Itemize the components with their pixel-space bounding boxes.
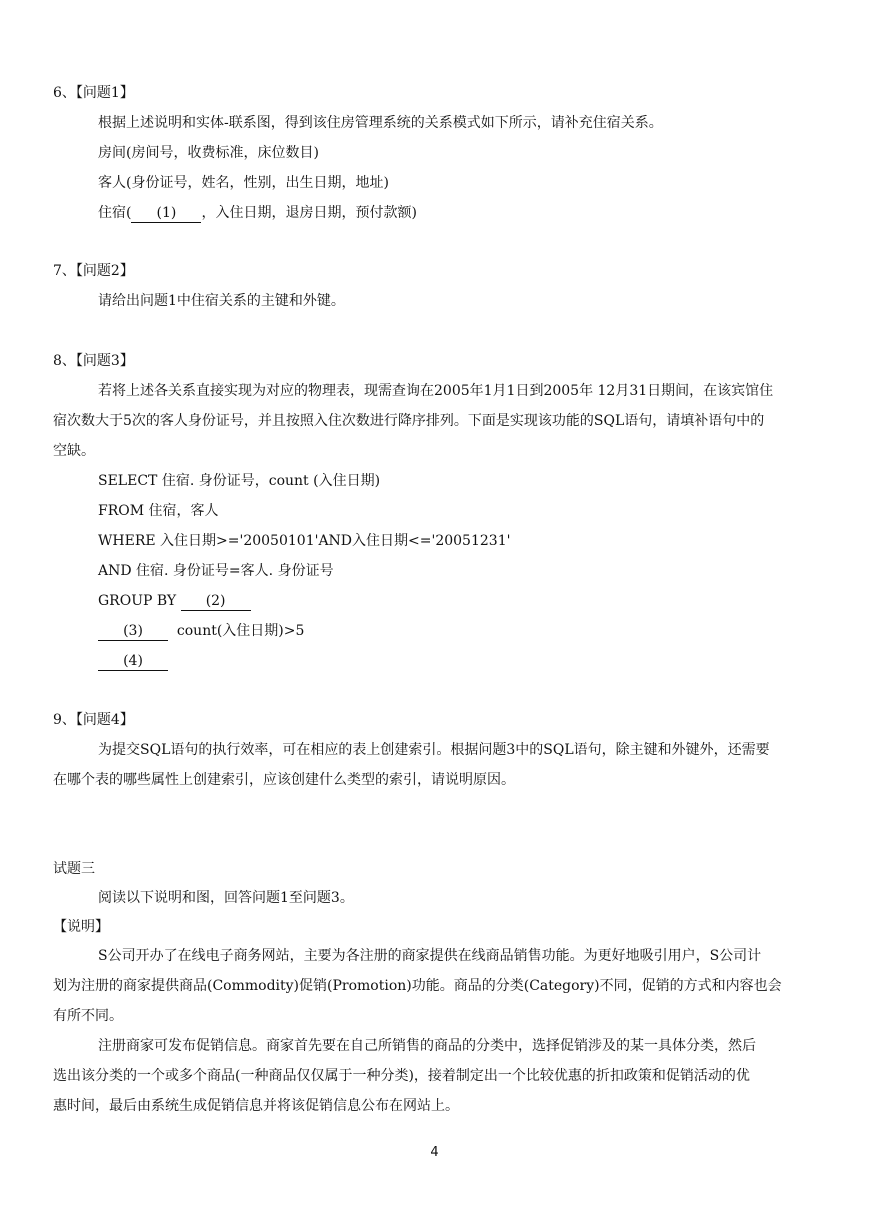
sql-and: AND 住宿. 身份证号=客人. 身份证号 xyxy=(98,563,334,579)
q8-text-line1: 若将上述各关系直接实现为对应的物理表，现需查询在2005年1月1日到2005年 12月31日期间，在该宾馆住 xyxy=(98,383,774,399)
blank-3: (3) xyxy=(98,623,168,641)
sql-select: SELECT 住宿. 身份证号，count (入住日期) xyxy=(98,473,381,489)
blank-2: (2) xyxy=(181,593,251,611)
section3-p2-line2: 选出该分类的一个或多个商品(一种商品仅仅属于一种分类)，接着制定出一个比较优惠的折扣政策和促销活动的优 xyxy=(53,1068,750,1084)
q7-heading: 7、【问题2】 xyxy=(53,263,134,279)
sql-from: FROM 住宿，客人 xyxy=(98,503,219,519)
blank-4: (4) xyxy=(98,653,168,671)
sql-where: WHERE 入住日期>='20050101'AND入住日期<='20051231' xyxy=(98,533,511,549)
q6-text: 根据上述说明和实体-联系图，得到该住房管理系统的关系模式如下所示，请补充住宿关系。 xyxy=(98,115,663,131)
q9-text-line1: 为提交SQL语句的执行效率，可在相应的表上创建索引。根据问题3中的SQL语句，除主键和外键外，还需要 xyxy=(98,742,770,758)
section3-p1-line2: 划为注册的商家提供商品(Commodity)促销(Promotion)功能。商品的分类(Category)不同，促销的方式和内容也会 xyxy=(53,978,782,994)
q7-text: 请给出问题1中住宿关系的主键和外键。 xyxy=(98,293,345,309)
sql-group-by-prefix: GROUP BY xyxy=(98,593,181,609)
section3-intro: 阅读以下说明和图，回答问题1至问题3。 xyxy=(98,890,354,906)
q8-text-line3: 空缺。 xyxy=(53,443,95,459)
q9-text-line2: 在哪个表的哪些属性上创建索引，应该创建什么类型的索引，请说明原因。 xyxy=(53,772,515,788)
section3-p1-line1: S公司开办了在线电子商务网站，主要为各注册的商家提供在线商品销售功能。为更好地吸引用户，S公司计 xyxy=(98,948,762,964)
section3-p1-line3: 有所不同。 xyxy=(53,1008,123,1024)
q6-heading: 6、【问题1】 xyxy=(53,85,134,101)
page-number: 4 xyxy=(430,1145,439,1160)
q8-text-line2: 宿次数大于5次的客人身份证号，并且按照入住次数进行降序排列。下面是实现该功能的SQL语句，请填补语句中的 xyxy=(53,413,765,429)
section3-p2-line3: 惠时间，最后由系统生成促销信息并将该促销信息公布在网站上。 xyxy=(53,1098,459,1114)
sql-having-suffix: count(入住日期)>5 xyxy=(176,623,305,639)
q9-heading: 9、【问题4】 xyxy=(53,712,134,728)
q6-stay-relation xyxy=(98,204,417,223)
q8-heading: 8、【问题3】 xyxy=(53,353,134,369)
sql-having xyxy=(98,622,304,641)
sql-group-by xyxy=(98,592,251,611)
q6-guest-relation: 客人(身份证号，姓名，性别，出生日期，地址) xyxy=(98,175,389,191)
blank-1: (1) xyxy=(131,205,201,223)
q6-room-relation: 房间(房间号，收费标准，床位数目) xyxy=(98,145,319,161)
section3-title: 试题三 xyxy=(53,861,95,877)
q6-stay-suffix: ，入住日期，退房日期，预付款额) xyxy=(201,205,417,221)
q6-stay-prefix: 住宿( xyxy=(98,205,132,221)
sql-order-by xyxy=(98,652,168,671)
section3-p2-line1: 注册商家可发布促销信息。商家首先要在自己所销售的商品的分类中，选择促销涉及的某一具体分类，然后 xyxy=(98,1038,756,1054)
section3-label: 【说明】 xyxy=(53,919,109,935)
